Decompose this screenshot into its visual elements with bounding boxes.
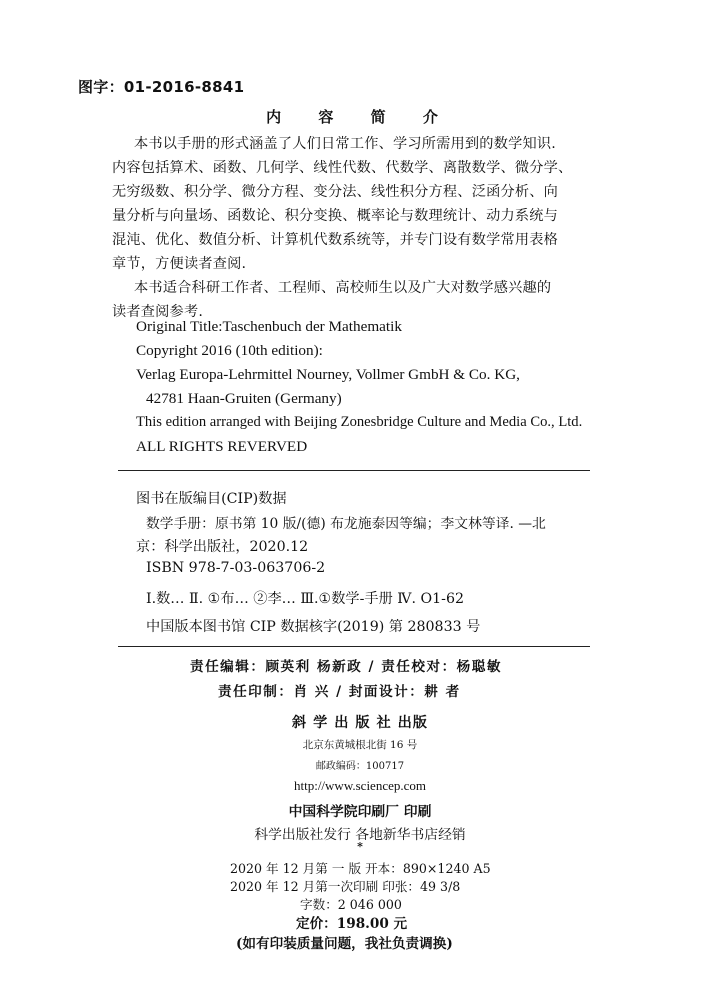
isbn: ISBN 978-7-03-063706-2	[146, 560, 326, 576]
summary-heading: 内 容 简 介	[266, 108, 454, 126]
printer-name: 中国科学院印刷厂 印刷	[288, 804, 432, 820]
summary-line: 内容包括算术、函数、几何学、线性代数、代数学、离散数学、微分学、	[112, 160, 573, 176]
edition-format: 2020 年 12 月第 一 版 开本：890×1240 A5	[230, 861, 491, 876]
rights-statement: ALL RIGHTS REVERVED	[136, 438, 308, 455]
original-copyright: Copyright 2016 (10th edition):	[136, 342, 323, 359]
summary-line: 章节，方便读者查阅.	[112, 256, 247, 272]
divider-line	[118, 470, 590, 471]
cip-title: 图书在版编目(CIP)数据	[136, 491, 287, 507]
cip-record: 中国版本图书馆 CIP 数据核字(2019) 第 280833 号	[146, 619, 481, 635]
classification: Ⅰ.数… Ⅱ. ①布… ②李… Ⅲ.①数学-手册 Ⅳ. O1-62	[146, 591, 465, 607]
quality-notice: (如有印装质量问题，我社负责调换)	[236, 936, 453, 952]
summary-line: 混沌、优化、数值分析、计算机代数系统等，并专门设有数学常用表格	[112, 232, 559, 248]
summary-line: 本书适合科研工作者、工程师、高校师生以及广大对数学感兴趣的	[134, 280, 552, 296]
original-title: Original Title:Taschenbuch der Mathematik	[136, 318, 402, 335]
publisher-name: 斜 学 出 版 社 出版	[291, 715, 428, 731]
summary-line: 量分析与向量场、函数论、积分变换、概率论与数理统计、动力系统与	[112, 208, 559, 224]
word-count: 字数：2 046 000	[300, 897, 402, 912]
printing-sheets: 2020 年 12 月第一次印刷 印张：49 3/8	[230, 879, 461, 894]
summary-line: 本书以手册的形式涵盖了人们日常工作、学习所需用到的数学知识.	[134, 136, 556, 152]
editors-line: 责任编辑：顾英利 杨新政 / 责任校对：杨聪敏	[190, 659, 502, 675]
original-address: 42781 Haan-Gruiten (Germany)	[146, 390, 342, 407]
contract-number: 图字：01-2016-8841	[78, 78, 245, 96]
cip-entry-continued: 京：科学出版社，2020.12	[136, 539, 309, 555]
summary-line: 无穷级数、积分学、微分方程、变分法、线性积分方程、泛函分析、向	[112, 184, 559, 200]
original-publisher: Verlag Europa-Lehrmittel Nourney, Vollmer GmbH & Co. KG,	[136, 366, 520, 383]
distribution: 科学出版社发行 各地新华书店经销	[254, 827, 466, 843]
separator-star: *	[357, 840, 363, 853]
postcode: 邮政编码：100717	[315, 761, 405, 772]
production-line: 责任印制：肖 兴 / 封面设计：耕 者	[218, 684, 461, 700]
price: 定价：198.00 元	[296, 916, 408, 932]
edition-arrangement: This edition arranged with Beijing Zonesbridge Culture and Media Co., Ltd.	[136, 414, 583, 430]
divider-line	[118, 646, 590, 647]
cip-entry: 数学手册：原书第 10 版/(德) 布龙施泰因等编；李文林等译. —北	[146, 516, 546, 532]
publisher-address: 北京东黄城根北街 16 号	[302, 739, 418, 751]
summary-line: 读者查阅参考.	[112, 304, 204, 320]
website-link: http://www.sciencep.com	[293, 778, 426, 793]
